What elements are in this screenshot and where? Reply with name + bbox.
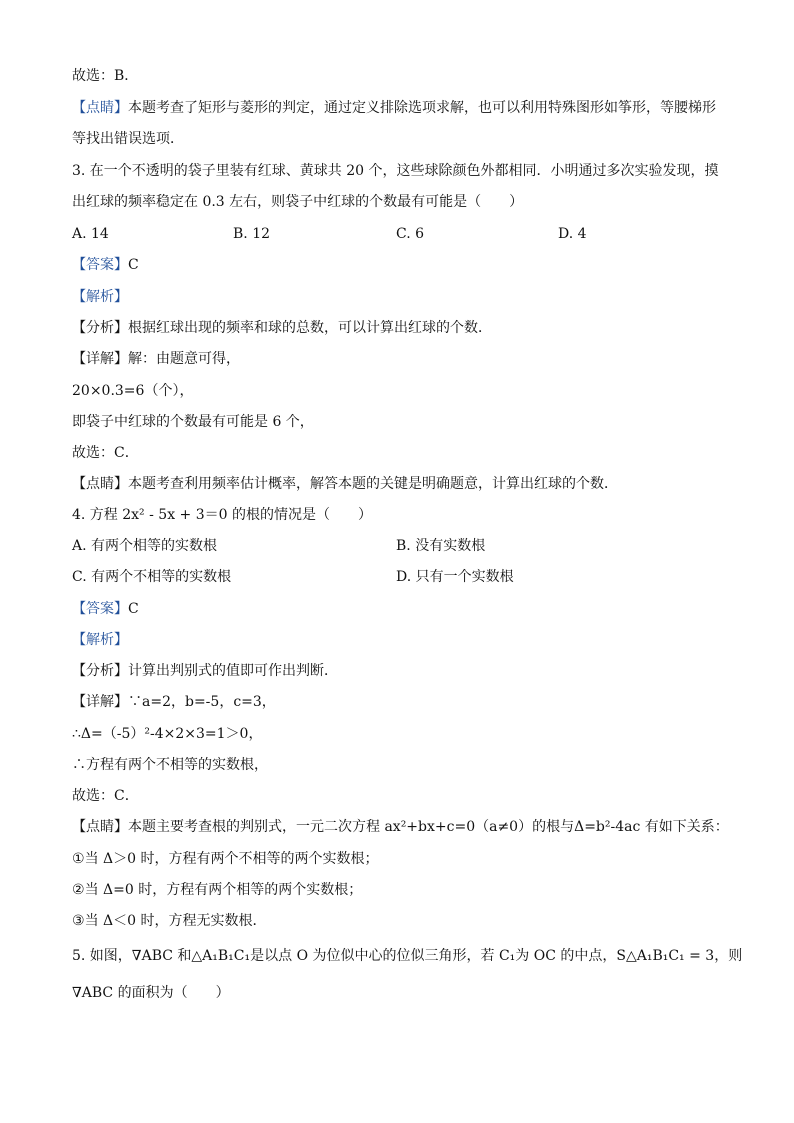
q4-case1-text: 当 Δ＞0 时，方程有两个不相等的两个实数根； [84, 851, 379, 867]
comment-tag: 【点睛】 [72, 819, 128, 835]
comment-tag: 【点睛】 [72, 100, 128, 116]
q3-stem-line2: 出红球的频率稳定在 0.3 左右，则袋子中红球的个数最有可能是（ ） [72, 194, 524, 210]
q4-option-d: D. 只有一个实数根 [396, 569, 514, 585]
q4-xiangjie-text: ∵a=2，b=-5，c=3， [128, 694, 276, 710]
q4-step1: ∴Δ=（-5）²-4×2×3=1＞0， [72, 726, 263, 742]
xiangjie-tag: 【详解】 [72, 694, 128, 710]
answer-tag: 【答案】 [72, 257, 128, 273]
q3-xiangjie [72, 350, 240, 368]
q4-conclusion: 故选：C． [72, 788, 139, 804]
q3-calculation: 20×0.3=6（个）， [72, 383, 194, 399]
q3-analysis-heading [72, 288, 128, 306]
q2-comment-text: 本题考查了矩形与菱形的判定，通过定义排除选项求解，也可以利用特殊图形如筝形，等腰梯形 [128, 100, 716, 116]
analysis-tag: 【解析】 [72, 632, 128, 648]
case-number: ③ [72, 913, 85, 929]
q3-option-a: A. 14 [72, 226, 109, 242]
q3-comment-text: 本题考查利用频率估计概率，解答本题的关键是明确题意，计算出红球的个数． [128, 476, 618, 492]
q4-xiangjie [72, 693, 276, 711]
q3-result: 即袋子中红球的个数最有可能是 6 个， [72, 414, 314, 430]
q4-analysis-heading [72, 631, 128, 649]
q4-step2: ∴方程有两个不相等的实数根， [72, 757, 268, 773]
q4-comment [72, 818, 729, 836]
q4-case2-text: 当 Δ=0 时，方程有两个相等的两个实数根； [84, 882, 363, 898]
q3-option-b: B. 12 [233, 226, 271, 242]
q3-xiangjie-text: 解：由题意可得， [128, 351, 240, 367]
q3-option-d: D. 4 [558, 226, 587, 242]
q3-answer-value: C [128, 257, 139, 273]
q4-stem: 4. 方程 2x² - 5x + 3＝0 的根的情况是（ ） [72, 507, 373, 523]
q3-stem-line1: 3. 在一个不透明的袋子里装有红球、黄球共 20 个，这些球除颜色外都相同．小明通过多次实验发现，摸 [72, 163, 719, 179]
q5-stem-line2: ∇ABC 的面积为（ ） [72, 985, 230, 1001]
q4-case1 [72, 850, 378, 868]
q3-option-c: C. 6 [396, 226, 425, 242]
analysis-tag: 【解析】 [72, 289, 128, 305]
q4-answer-value: C [128, 601, 139, 617]
q3-fenxi-text: 根据红球出现的频率和球的总数，可以计算出红球的个数． [128, 320, 492, 336]
xiangjie-tag: 【详解】 [72, 351, 128, 367]
q4-case3 [72, 912, 266, 930]
fenxi-tag: 【分析】 [72, 663, 128, 679]
q2-comment-line2: 等找出错误选项． [72, 131, 184, 147]
q4-answer [72, 600, 139, 618]
q2-comment-line1 [72, 99, 716, 117]
q3-comment [72, 475, 618, 493]
q4-case2 [72, 881, 362, 899]
q3-answer [72, 256, 139, 274]
fenxi-tag: 【分析】 [72, 320, 128, 336]
q5-stem-line1: 5. 如图，∇ABC 和△A₁B₁C₁是以点 O 为位似中心的位似三角形，若 C₁为 OC 的中点，S△A₁B₁C₁ = 3，则 [72, 948, 743, 964]
answer-tag: 【答案】 [72, 601, 128, 617]
q4-comment-text: 本题主要考查根的判别式，一元二次方程 ax²+bx+c=0（a≠0）的根与Δ=b²-4ac 有如下关系： [128, 819, 729, 835]
comment-tag: 【点睛】 [72, 476, 128, 492]
q4-fenxi-text: 计算出判别式的值即可作出判断． [128, 663, 338, 679]
q4-case3-text: 当 Δ＜0 时，方程无实数根． [84, 913, 267, 929]
q3-conclusion: 故选：C． [72, 445, 139, 461]
case-number: ① [72, 851, 85, 867]
q4-option-b: B. 没有实数根 [396, 538, 486, 554]
q4-fenxi [72, 662, 338, 680]
q4-option-c: C. 有两个不相等的实数根 [72, 569, 232, 585]
q2-conclusion: 故选：B． [72, 68, 139, 84]
q3-fenxi [72, 319, 492, 337]
q4-option-a: A. 有两个相等的实数根 [72, 538, 218, 554]
case-number: ② [72, 882, 85, 898]
